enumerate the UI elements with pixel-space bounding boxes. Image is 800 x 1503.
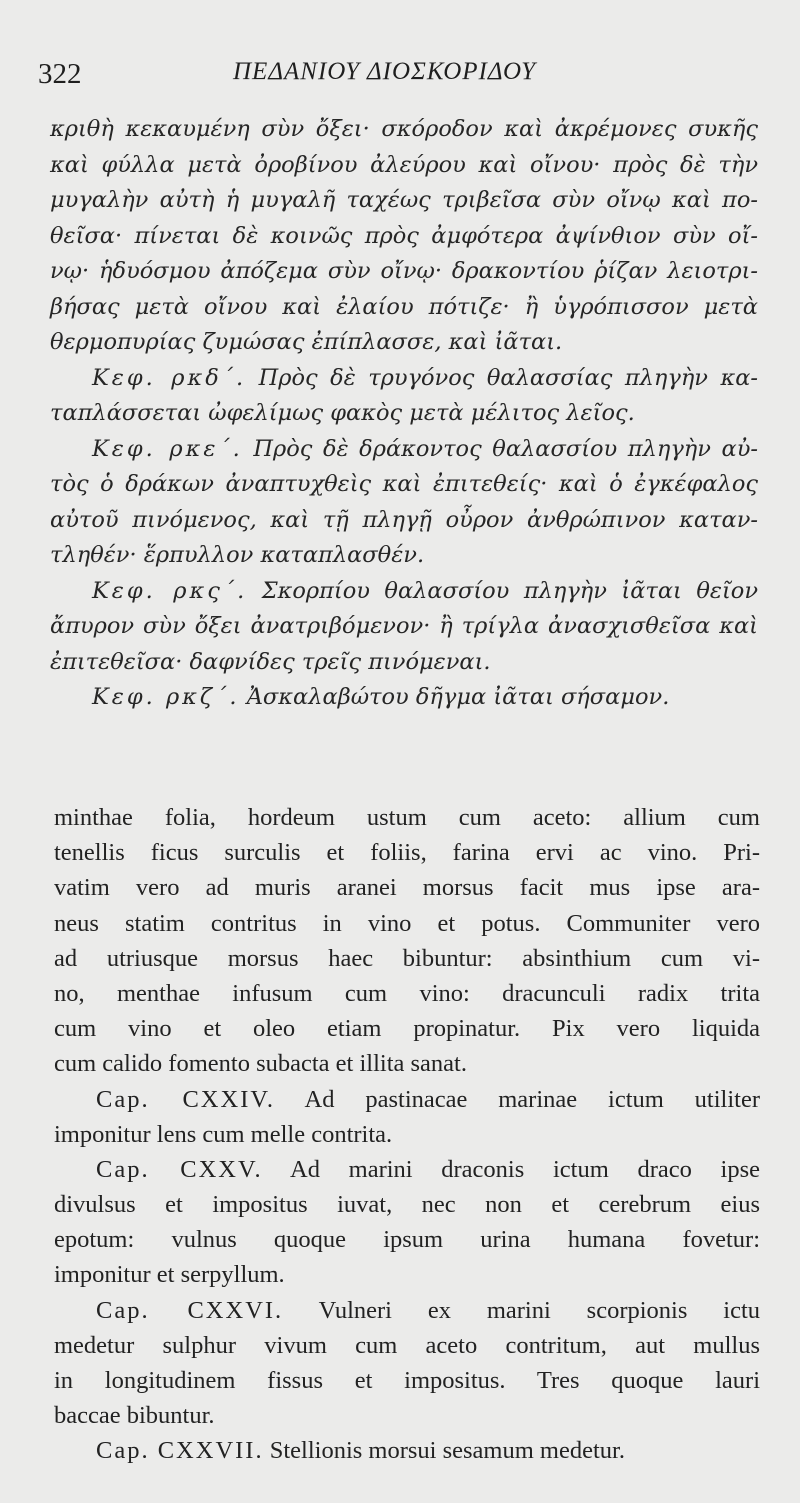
greek-text-block	[50, 112, 758, 716]
latin-line: vatim vero ad muris aranei morsus facit mus ipse ara-	[54, 874, 760, 902]
latin-line: cum calido fomento subacta et illita sanat.	[54, 1050, 467, 1078]
latin-line: medetur sulphur vivum cum aceto contritum, aut mullus	[54, 1331, 760, 1359]
latin-chapter-label: Cap. CXXVI.	[96, 1296, 284, 1324]
greek-chapter-125	[50, 432, 758, 468]
greek-chapter-label: Κεφ. ρκς΄.	[92, 577, 248, 604]
greek-chapter-label: Κεφ. ρκζ΄.	[92, 684, 240, 710]
greek-line: ταπλάσσεται ὠφελίμως φακὸς μετὰ μέλιτος λεῖος.	[50, 400, 635, 426]
latin-chapter-126	[54, 1293, 760, 1328]
latin-line: neus statim contritus in vino et potus. Communiter vero	[54, 909, 760, 937]
greek-chapter-label: Κεφ. ρκδ΄.	[92, 364, 247, 391]
greek-line: νῳ· ἡδυόσμου ἀπόζεμα σὺν οἴνῳ· δρακοντίου ῥίζαν λειοτρι-	[50, 258, 758, 284]
page-number: 322	[38, 58, 82, 90]
greek-chapter-126	[50, 574, 758, 610]
greek-chapter-127	[50, 680, 758, 716]
greek-line: αὐτοῦ πινόμενος, καὶ τῇ πληγῇ οὖρον ἀνθρώπινον καταν-	[50, 506, 758, 533]
greek-line: βήσας μετὰ οἴνου καὶ ἐλαίου πότιζε· ἢ ὑγρόπισσον μετὰ	[50, 293, 758, 320]
latin-line: in longitudinem fissus et impositus. Tres quoque lauri	[54, 1367, 760, 1394]
latin-line: Ad pastinacae marinae ictum utiliter	[304, 1085, 760, 1113]
latin-line: imponitur lens cum melle contrita.	[54, 1120, 393, 1148]
latin-line: Stellionis morsui sesamum medetur.	[269, 1437, 625, 1465]
latin-line: Ad marini draconis ictum draco ipse	[290, 1155, 760, 1183]
latin-line: divulsus et impositus iuvat, nec non et cerebrum eius	[54, 1191, 760, 1219]
latin-line: Vulneri ex marini scorpionis ictu	[318, 1296, 760, 1324]
greek-line: ἄπυρον σὺν ὄξει ἀνατριβόμενον· ἢ τρίγλα ἀνασχισθεῖσα καὶ	[50, 613, 758, 639]
latin-chapter-label: Cap. CXXVII.	[96, 1437, 264, 1465]
latin-chapter-127	[54, 1433, 760, 1468]
latin-chapter-124	[54, 1082, 760, 1117]
greek-line: τὸς ὁ δράκων ἀναπτυχθεὶς καὶ ἐπιτεθείς· καὶ ὁ ἐγκέφαλος	[50, 471, 758, 497]
greek-line: Ἀσκαλαβώτου δῆγμα ἰᾶται σήσαμον.	[246, 684, 670, 710]
greek-line: καὶ φύλλα μετὰ ὀροβίνου ἀλεύρου καὶ οἴνου· πρὸς δὲ τὴν	[50, 151, 758, 178]
greek-line: τληθέν· ἕρπυλλον καταπλασθέν.	[50, 542, 425, 568]
latin-line: epotum: vulnus quoque ipsum urina humana fovetur:	[54, 1226, 760, 1254]
latin-line: imponitur et serpyllum.	[54, 1261, 285, 1289]
latin-chapter-label: Cap. CXXIV.	[96, 1085, 276, 1113]
latin-line: ad utriusque morsus haec bibuntur: absinthium cum vi-	[54, 944, 760, 972]
latin-text-block	[54, 800, 760, 1469]
running-title: ΠΕΔΑΝΙΟΥ ΔΙΟΣΚΟΡΙΔΟΥ	[233, 58, 536, 85]
greek-chapter-label: Κεφ. ρκε΄.	[92, 435, 243, 462]
greek-line: θερμοπυρίας ζυμώσας ἐπίπλασσε, καὶ ἰᾶται.	[50, 329, 563, 355]
latin-line: no, menthae infusum cum vino: dracunculi radix trita	[54, 979, 760, 1007]
greek-chapter-124	[50, 361, 758, 397]
greek-line: ἐπιτεθεῖσα· δαφνίδες τρεῖς πινόμεναι.	[50, 648, 491, 675]
greek-line: κριθὴ κεκαυμένη σὺν ὄξει· σκόροδον καὶ ἀκρέμονες συκῆς	[50, 116, 758, 142]
latin-chapter-125	[54, 1152, 760, 1187]
latin-line: cum vino et oleo etiam propinatur. Pix vero liquida	[54, 1015, 760, 1043]
page-header	[38, 58, 752, 98]
greek-line: Πρὸς δὲ τρυγόνος θαλασσίας πληγὴν κα-	[258, 364, 758, 391]
latin-line: tenellis ficus surculis et foliis, farina ervi ac vino. Pri-	[54, 839, 760, 867]
greek-line: Πρὸς δὲ δράκοντος θαλασσίου πληγὴν αὐ-	[253, 435, 758, 462]
greek-line: μυγαλὴν αὐτὴ ἡ μυγαλῆ ταχέως τριβεῖσα σὺν οἴνῳ καὶ πο-	[50, 187, 758, 213]
greek-line: θεῖσα· πίνεται δὲ κοινῶς πρὸς ἀμφότερα ἀψίνθιον σὺν οἴ-	[50, 222, 758, 249]
latin-chapter-label: Cap. CXXV.	[96, 1155, 263, 1183]
latin-line: minthae folia, hordeum ustum cum aceto: allium cum	[54, 804, 760, 831]
latin-line: baccae bibuntur.	[54, 1402, 215, 1430]
greek-line: Σκορπίου θαλασσίου πληγὴν ἰᾶται θεῖον	[261, 577, 758, 604]
